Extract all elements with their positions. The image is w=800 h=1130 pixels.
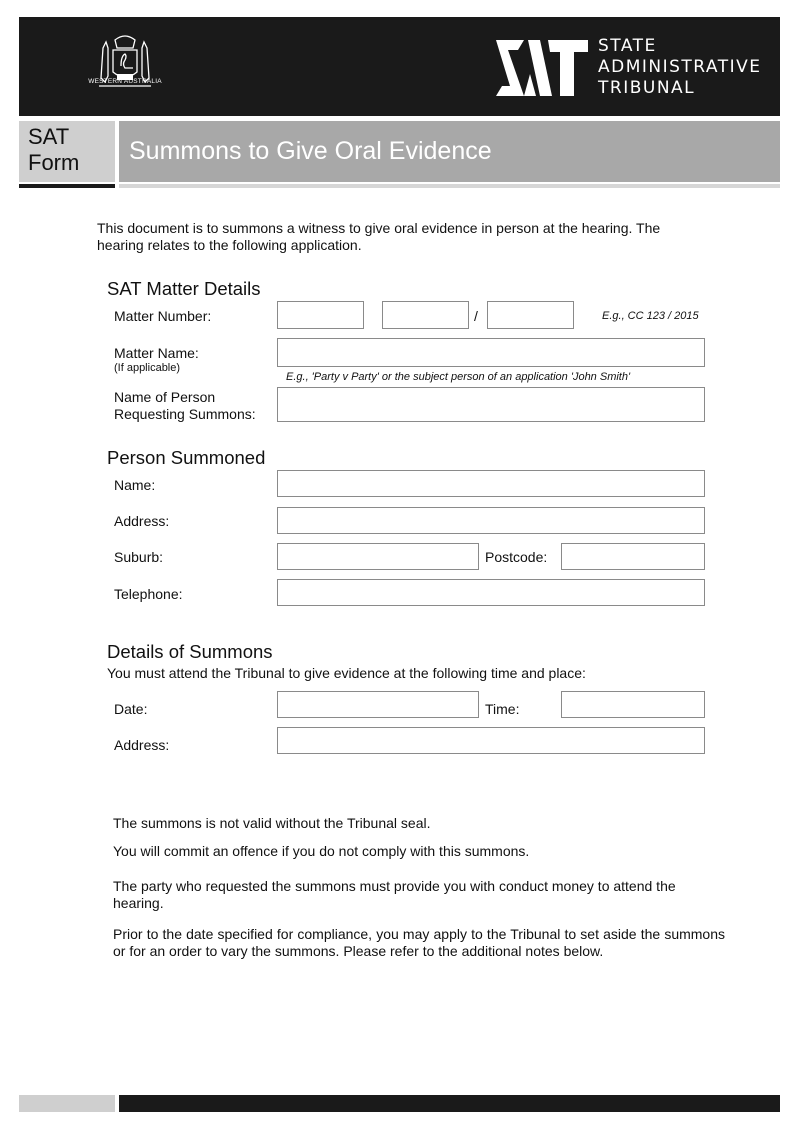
notice-conduct-money: The party who requested the summons must provide you with conduct money to attend the hearing. [113, 878, 676, 911]
telephone-label: Telephone: [114, 586, 183, 602]
western-australia-crest-icon [85, 30, 165, 106]
matter-number-prefix-input[interactable] [278, 302, 363, 328]
matter-name-input[interactable] [278, 339, 704, 366]
org-name-line-3: TRIBUNAL [598, 78, 696, 98]
person-address-field[interactable] [277, 507, 705, 534]
notice-offence: You will commit an offence if you do not comply with this summons. [113, 843, 530, 859]
requester-label [114, 389, 256, 423]
date-input[interactable] [278, 692, 478, 717]
matter-name-field[interactable] [277, 338, 705, 367]
telephone-input[interactable] [278, 580, 704, 605]
suburb-label: Suburb: [114, 549, 164, 565]
date-label: Date: [114, 701, 148, 717]
matter-number-label: Matter Number: [114, 308, 212, 324]
person-name-field[interactable] [277, 470, 705, 497]
matter-name-label: Matter Name: [114, 345, 199, 361]
hearing-address-input[interactable] [278, 728, 704, 753]
person-address-label: Address: [114, 513, 170, 529]
matter-number-hint: E.g., CC 123 / 2015 [602, 310, 699, 322]
suburb-field[interactable] [277, 543, 479, 570]
postcode-label: Postcode: [485, 549, 548, 565]
matter-number-separator: / [474, 308, 478, 324]
section-heading-person-summoned: Person Summoned [107, 447, 266, 468]
requester-field[interactable] [277, 387, 705, 422]
matter-name-hint: E.g., 'Party v Party' or the subject person of an application 'John Smith' [286, 371, 631, 383]
matter-number-year-input[interactable] [488, 302, 573, 328]
date-field[interactable] [277, 691, 479, 718]
notice-seal: The summons is not valid without the Tribunal seal. [113, 815, 431, 831]
org-name-line-2: ADMINISTRATIVE [598, 57, 762, 77]
notice-set-aside: Prior to the date specified for compliance, you may apply to the Tribunal to set aside the summons or for an order to vary the summons. Please refer to the additional notes below. [113, 926, 725, 959]
postcode-field[interactable] [561, 543, 705, 570]
footer-band-light [19, 1095, 115, 1112]
person-name-input[interactable] [278, 471, 704, 496]
hearing-address-label: Address: [114, 737, 170, 753]
postcode-input[interactable] [562, 544, 704, 569]
form-tag-line-2: Form [28, 150, 80, 175]
person-address-input[interactable] [278, 508, 704, 533]
footer-band-dark [119, 1095, 780, 1112]
section-heading-summons-details: Details of Summons [107, 641, 273, 662]
sat-logo-icon [494, 38, 590, 98]
time-label: Time: [485, 701, 520, 717]
section-heading-matter-details: SAT Matter Details [107, 278, 261, 299]
person-name-label: Name: [114, 477, 156, 493]
matter-number-year-field[interactable] [487, 301, 574, 329]
matter-name-sublabel: (If applicable) [114, 362, 181, 374]
form-tag [19, 121, 115, 182]
matter-number-prefix-field[interactable] [277, 301, 364, 329]
divider-dark [19, 184, 115, 188]
hearing-address-field[interactable] [277, 727, 705, 754]
requester-label-line-1: Name of Person [114, 389, 216, 405]
divider-light [119, 184, 780, 188]
matter-number-input[interactable] [383, 302, 468, 328]
telephone-field[interactable] [277, 579, 705, 606]
suburb-input[interactable] [278, 544, 478, 569]
matter-number-field[interactable] [382, 301, 469, 329]
form-tag-line-1: SAT [28, 124, 70, 149]
time-field[interactable] [561, 691, 705, 718]
requester-input[interactable] [278, 388, 704, 421]
intro-text: This document is to summons a witness to give oral evidence in person at the hearing. The hearing relates to the following application. [97, 220, 661, 253]
org-name-line-1: STATE [598, 36, 657, 56]
summons-details-subheading: You must attend the Tribunal to give evidence at the following time and place: [107, 665, 586, 681]
time-input[interactable] [562, 692, 704, 717]
crest-label: WESTERN AUSTRALIA [88, 78, 162, 85]
page-title: Summons to Give Oral Evidence [129, 137, 492, 165]
requester-label-line-2: Requesting Summons: [114, 406, 256, 422]
org-name [598, 36, 762, 99]
